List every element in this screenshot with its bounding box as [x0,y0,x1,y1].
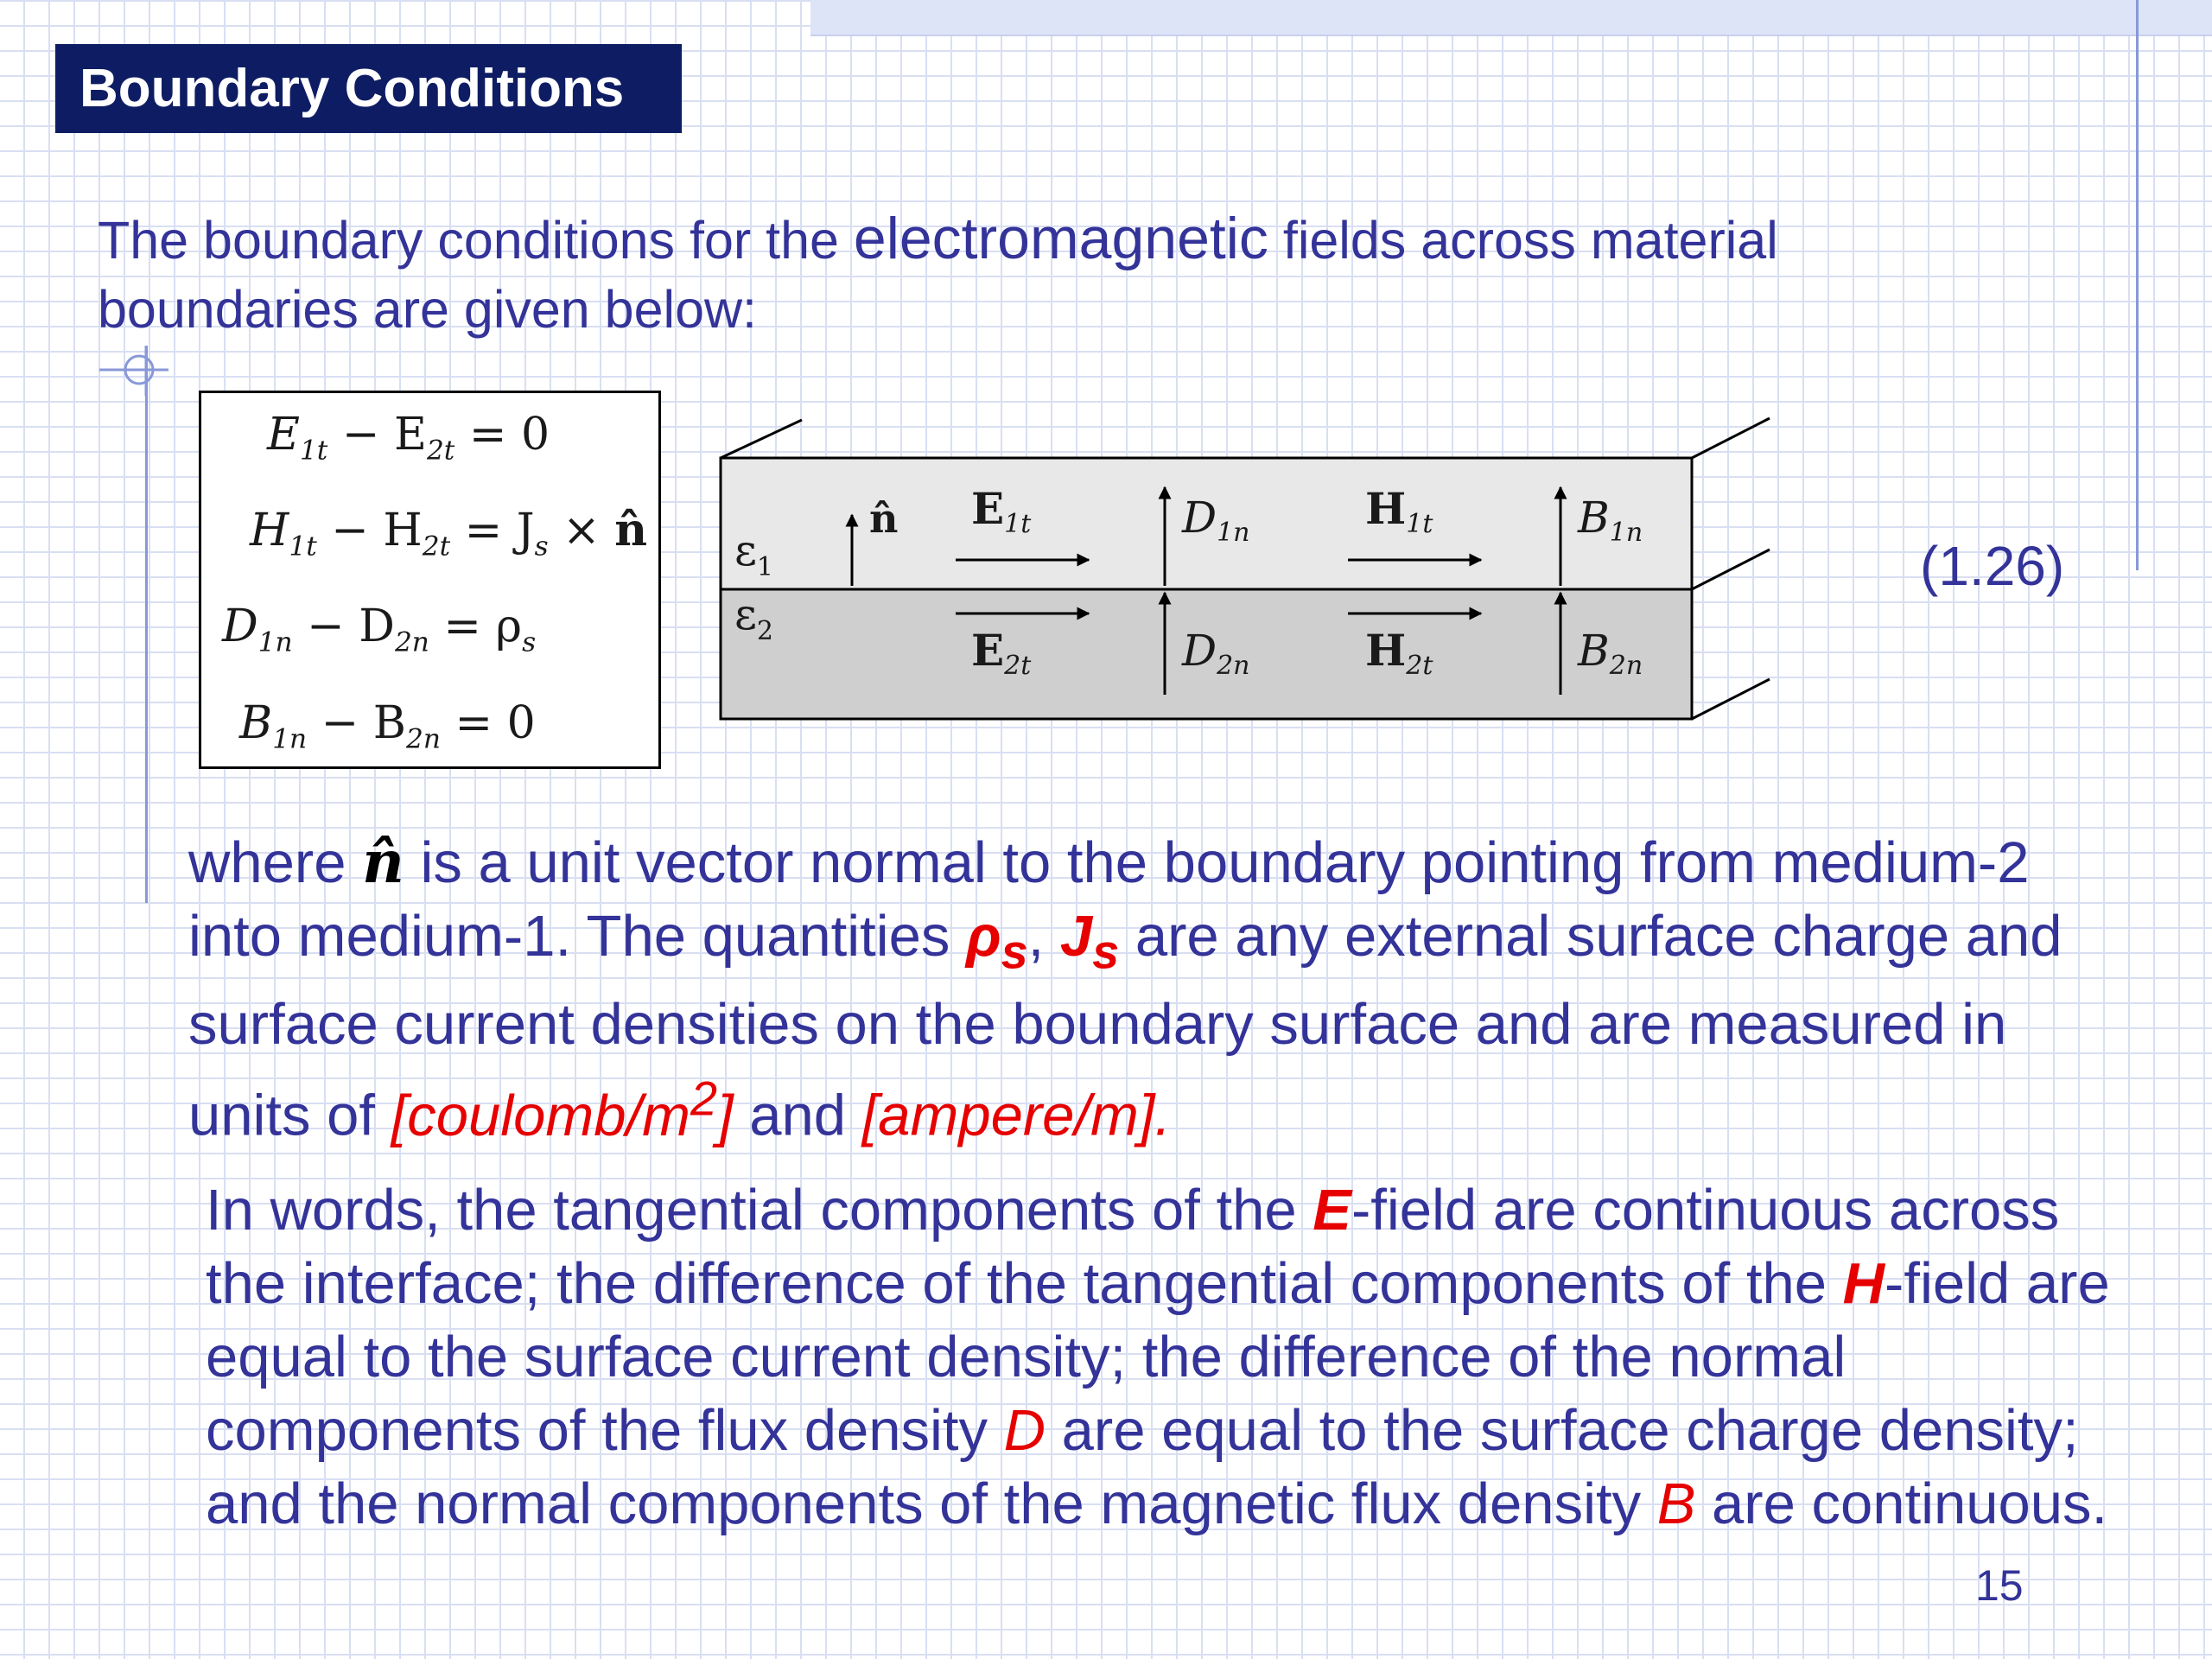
left-decorative-rule [145,346,148,903]
perspective-line-top-right [1692,418,1770,458]
right-decorative-rule [2136,0,2139,570]
e1t-label: $E_{1t}$ [971,483,1032,539]
epsilon-2-label: $\varepsilon_2$ [734,589,773,646]
d-symbol: D [1003,1398,1046,1463]
intro-paragraph [98,204,2024,344]
slide-title: Boundary Conditions [79,59,625,118]
unit-normal-symbol: n̂ [362,828,404,896]
intro-emph: electromagnetic [853,206,1268,271]
h-field-symbol: H [1842,1251,1885,1316]
equation-h-tangential: $H_{1t} - H_{2t} = J_s$ × n̂ [250,504,648,563]
d1n-label: $D_{1n}$ [1182,493,1250,548]
b1n-label: $B_{1n}$ [1578,493,1643,548]
h2t-label: $H_{2t}$ [1365,625,1433,681]
crosshair-ornament [99,344,168,396]
normal-vector-label: n̂ [869,495,899,542]
page-number: 15 [1975,1561,2024,1610]
e-field-symbol: E [1313,1178,1351,1243]
b-symbol: B [1656,1471,1696,1536]
title-bar [55,44,682,133]
intro-text-2: fields across material boundaries are given below: [98,211,1778,339]
unit-ampere: [ampere/m]. [861,1083,1172,1148]
b2n-label: $B_{2n}$ [1578,626,1643,681]
rho-s-symbol: $\rho_s$ [966,904,1028,979]
words-paragraph: In words, the tangential components of the E-field are continuous across the interface; the difference of the tangential components of the H-field are equal to the surface current density; the difference of the normal components of the flux density D are equal to the surface charge density; and the normal components of the magnetic flux density B are continuous. [206,1178,2110,1536]
perspective-line-bottom-right [1692,679,1770,719]
equation-b-normal: $B_{1n} - B_{2n} = 0$ [239,697,536,755]
perspective-line-mid-right [1692,550,1770,589]
d2n-label: $D_{2n}$ [1182,626,1250,681]
perspective-line-left [721,420,802,458]
unit-coulomb: $[coulomb/m^2]$ [391,1071,734,1148]
h1t-label: $H_{1t}$ [1365,483,1433,539]
header-strip [810,0,2212,36]
equation-e-tangential: $E_{1t} - E_{2t} = 0$ [267,409,550,467]
boundary-diagram [715,413,1787,724]
j-s-symbol: $J_s$ [1059,904,1120,979]
equations-box [199,391,661,769]
equation-number: (1.26) [1920,535,2065,597]
epsilon-1-label: $\varepsilon_1$ [734,525,773,582]
intro-text-1: The boundary conditions for the [98,211,854,270]
equation-d-normal: $D_{1n} - D_{2n} = \rho_s$ [222,601,537,658]
e2t-label: $E_{2t}$ [971,625,1032,681]
where-paragraph: where n̂ is a unit vector normal to the boundary pointing from medium-2 into medium-1. The quantities $\rho_s$, $J_s$ are any external surface charge and surface current densities on the boundary surface and are measured in units of $[coulomb/m^2]$ and [ampere/m]. [188,828,2063,1148]
